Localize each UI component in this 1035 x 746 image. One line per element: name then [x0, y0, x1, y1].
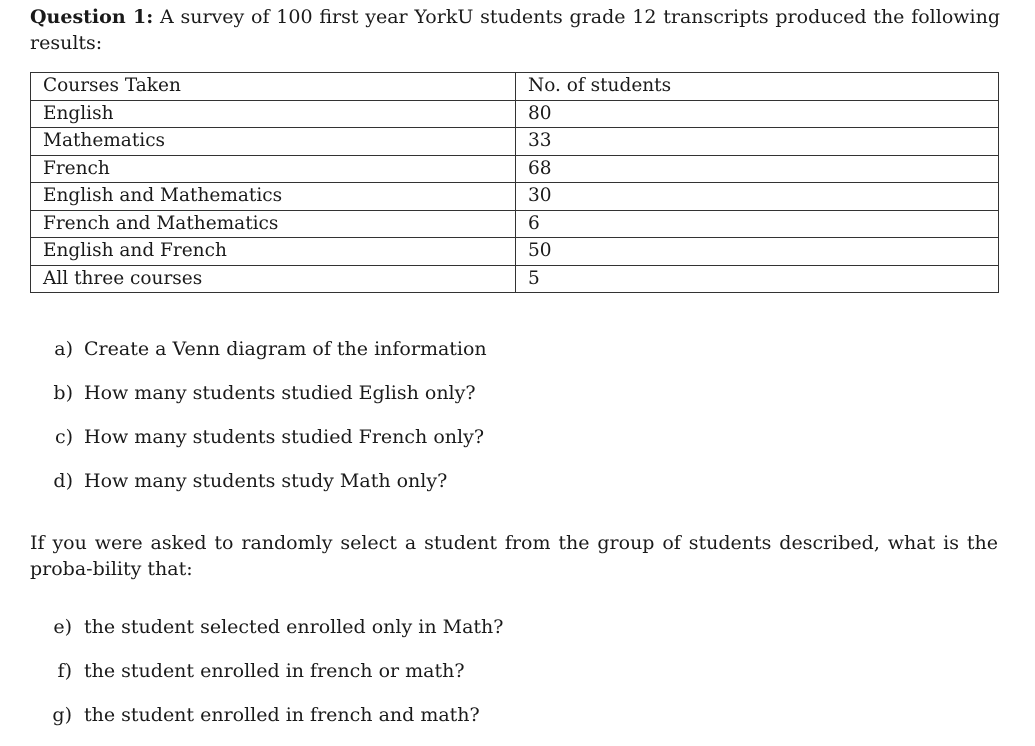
table-row	[31, 183, 999, 211]
count-cell: 50	[516, 238, 999, 266]
header-courses-taken: Courses Taken	[31, 73, 516, 101]
sub-question-g	[0, 702, 1035, 746]
table-row	[31, 210, 999, 238]
table-row	[31, 265, 999, 293]
probability-intro: If you were asked to randomly select a student from the group of students described, what is the proba-bility that:	[30, 532, 998, 580]
table-header-row	[31, 73, 999, 101]
table-row	[31, 100, 999, 128]
course-cell: Mathematics	[31, 128, 516, 156]
sub-question-letter: g)	[52, 704, 72, 726]
course-cell: English and French	[31, 238, 516, 266]
sub-question-text: the student selected enrolled only in Math?	[84, 616, 504, 638]
question-text: A survey of 100 first year YorkU students grade 12 transcripts produced the following results:	[30, 6, 1000, 54]
count-cell: 80	[516, 100, 999, 128]
question-label: Question 1:	[30, 6, 154, 28]
sub-question-text: How many students study Math only?	[84, 470, 448, 492]
question-intro	[30, 4, 1000, 56]
sub-question-text: the student enrolled in french or math?	[84, 660, 465, 682]
count-cell: 33	[516, 128, 999, 156]
sub-question-d	[0, 468, 1035, 512]
course-cell: English	[31, 100, 516, 128]
count-cell: 68	[516, 155, 999, 183]
sub-question-letter: c)	[54, 426, 73, 448]
count-cell: 30	[516, 183, 999, 211]
header-no-of-students: No. of students	[516, 73, 999, 101]
survey-table	[30, 72, 999, 293]
sub-question-list-2	[0, 614, 1035, 746]
sub-question-letter: d)	[53, 470, 73, 492]
sub-question-f	[0, 658, 1035, 702]
table-row	[31, 238, 999, 266]
course-cell: English and Mathematics	[31, 183, 516, 211]
sub-question-text: the student enrolled in french and math?	[84, 704, 480, 726]
sub-question-a	[0, 336, 1035, 380]
sub-question-c	[0, 424, 1035, 468]
course-cell: French and Mathematics	[31, 210, 516, 238]
sub-question-letter: b)	[53, 382, 73, 404]
course-cell: All three courses	[31, 265, 516, 293]
sub-question-letter: a)	[54, 338, 73, 360]
sub-question-list-1	[0, 336, 1035, 512]
sub-question-e	[0, 614, 1035, 658]
count-cell: 5	[516, 265, 999, 293]
course-cell: French	[31, 155, 516, 183]
table-row	[31, 128, 999, 156]
sub-question-b	[0, 380, 1035, 424]
sub-question-letter: e)	[53, 616, 72, 638]
table-row	[31, 155, 999, 183]
sub-question-text: How many students studied Eglish only?	[84, 382, 476, 404]
count-cell: 6	[516, 210, 999, 238]
sub-question-letter: f)	[57, 660, 72, 682]
sub-question-text: Create a Venn diagram of the information	[84, 338, 487, 360]
sub-question-text: How many students studied French only?	[84, 426, 485, 448]
